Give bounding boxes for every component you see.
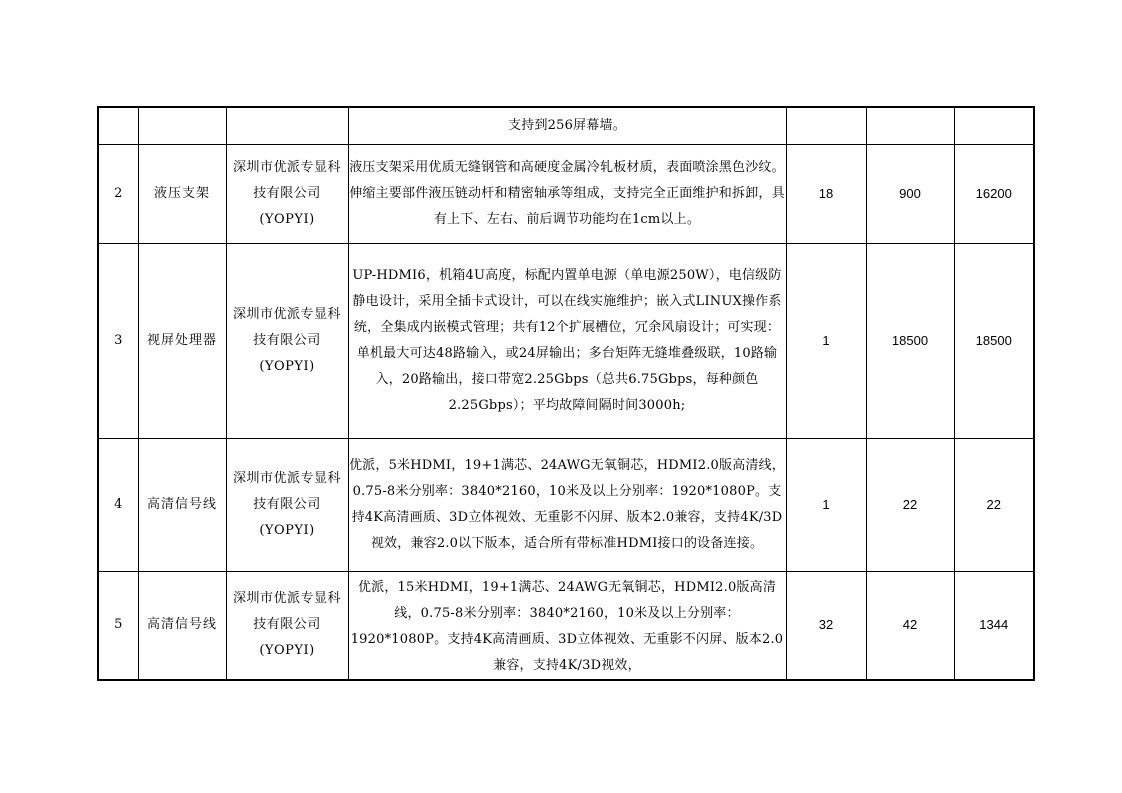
item-number-cell: 2 bbox=[98, 144, 138, 243]
manufacturer-cell: 深圳市优派专显科技有限公司(YOPYI) bbox=[226, 571, 348, 680]
total-cell: 16200 bbox=[954, 144, 1034, 243]
item-name-cell: 视屏处理器 bbox=[138, 243, 226, 438]
quantity-cell: 1 bbox=[786, 438, 866, 571]
manufacturer-cell: 深圳市优派专显科技有限公司(YOPYI) bbox=[226, 144, 348, 243]
table-row bbox=[98, 571, 1034, 680]
item-number-cell: 5 bbox=[98, 571, 138, 680]
quantity-cell: 1 bbox=[786, 243, 866, 438]
unit-price-cell: 900 bbox=[866, 144, 954, 243]
total-cell: 1344 bbox=[954, 571, 1034, 680]
table-row bbox=[98, 107, 1034, 144]
table-row bbox=[98, 243, 1034, 438]
total-cell: 18500 bbox=[954, 243, 1034, 438]
item-name-cell: 高清信号线 bbox=[138, 438, 226, 571]
quantity-cell: 32 bbox=[786, 571, 866, 680]
description-cell: 液压支架采用优质无缝钢管和高硬度金属冷轧板材质，表面喷涂黑色沙纹。伸缩主要部件液压链动杆和精密轴承等组成，支持完全正面维护和拆卸，具有上下、左右、前后调节功能均在1cm以上。 bbox=[348, 144, 786, 243]
description-cell: 优派，15米HDMI，19+1满芯、24AWG无氧铜芯，HDMI2.0版高清线，0.75-8米分别率：3840*2160，10米及以上分别率：1920*1080P。支持4K高清画质、3D立体视效、无重影不闪屏、版本2.0兼容，支持4K/3D视效， bbox=[348, 571, 786, 680]
item-number-cell bbox=[98, 107, 138, 144]
unit-price-cell: 18500 bbox=[866, 243, 954, 438]
description-cell: 支持到256屏幕墙。 bbox=[348, 107, 786, 144]
equipment-table bbox=[97, 106, 1035, 681]
table-row bbox=[98, 144, 1034, 243]
manufacturer-cell: 深圳市优派专显科技有限公司(YOPYI) bbox=[226, 438, 348, 571]
manufacturer-cell bbox=[226, 107, 348, 144]
item-number-cell: 3 bbox=[98, 243, 138, 438]
item-name-cell: 液压支架 bbox=[138, 144, 226, 243]
unit-price-cell bbox=[866, 107, 954, 144]
manufacturer-cell: 深圳市优派专显科技有限公司(YOPYI) bbox=[226, 243, 348, 438]
quantity-cell bbox=[786, 107, 866, 144]
unit-price-cell: 42 bbox=[866, 571, 954, 680]
total-cell bbox=[954, 107, 1034, 144]
table-row bbox=[98, 438, 1034, 571]
unit-price-cell: 22 bbox=[866, 438, 954, 571]
item-name-cell bbox=[138, 107, 226, 144]
quantity-cell: 18 bbox=[786, 144, 866, 243]
item-number-cell: 4 bbox=[98, 438, 138, 571]
item-name-cell: 高清信号线 bbox=[138, 571, 226, 680]
description-cell: UP-HDMI6，机箱4U高度，标配内置单电源（单电源250W），电信级防静电设计，采用全插卡式设计，可以在线实施维护；嵌入式LINUX操作系统，全集成内嵌模式管理；共有12个扩展槽位，冗余风扇设计；可实现：单机最大可达48路输入，或24屏输出；多台矩阵无缝堆叠级联，10路输入，20路输出，接口带宽2.25Gbps（总共6.75Gbps，每种颜色2.25Gbps）；平均故障间隔时间3000h; bbox=[348, 243, 786, 438]
description-cell: 优派，5米HDMI，19+1满芯、24AWG无氧铜芯，HDMI2.0版高清线，0.75-8米分别率：3840*2160，10米及以上分别率：1920*1080P。支持4K高清画质、3D立体视效、无重影不闪屏、版本2.0兼容，支持4K/3D视效，兼容2.0以下版本，适合所有带标准HDMI接口的设备连接。 bbox=[348, 438, 786, 571]
total-cell: 22 bbox=[954, 438, 1034, 571]
